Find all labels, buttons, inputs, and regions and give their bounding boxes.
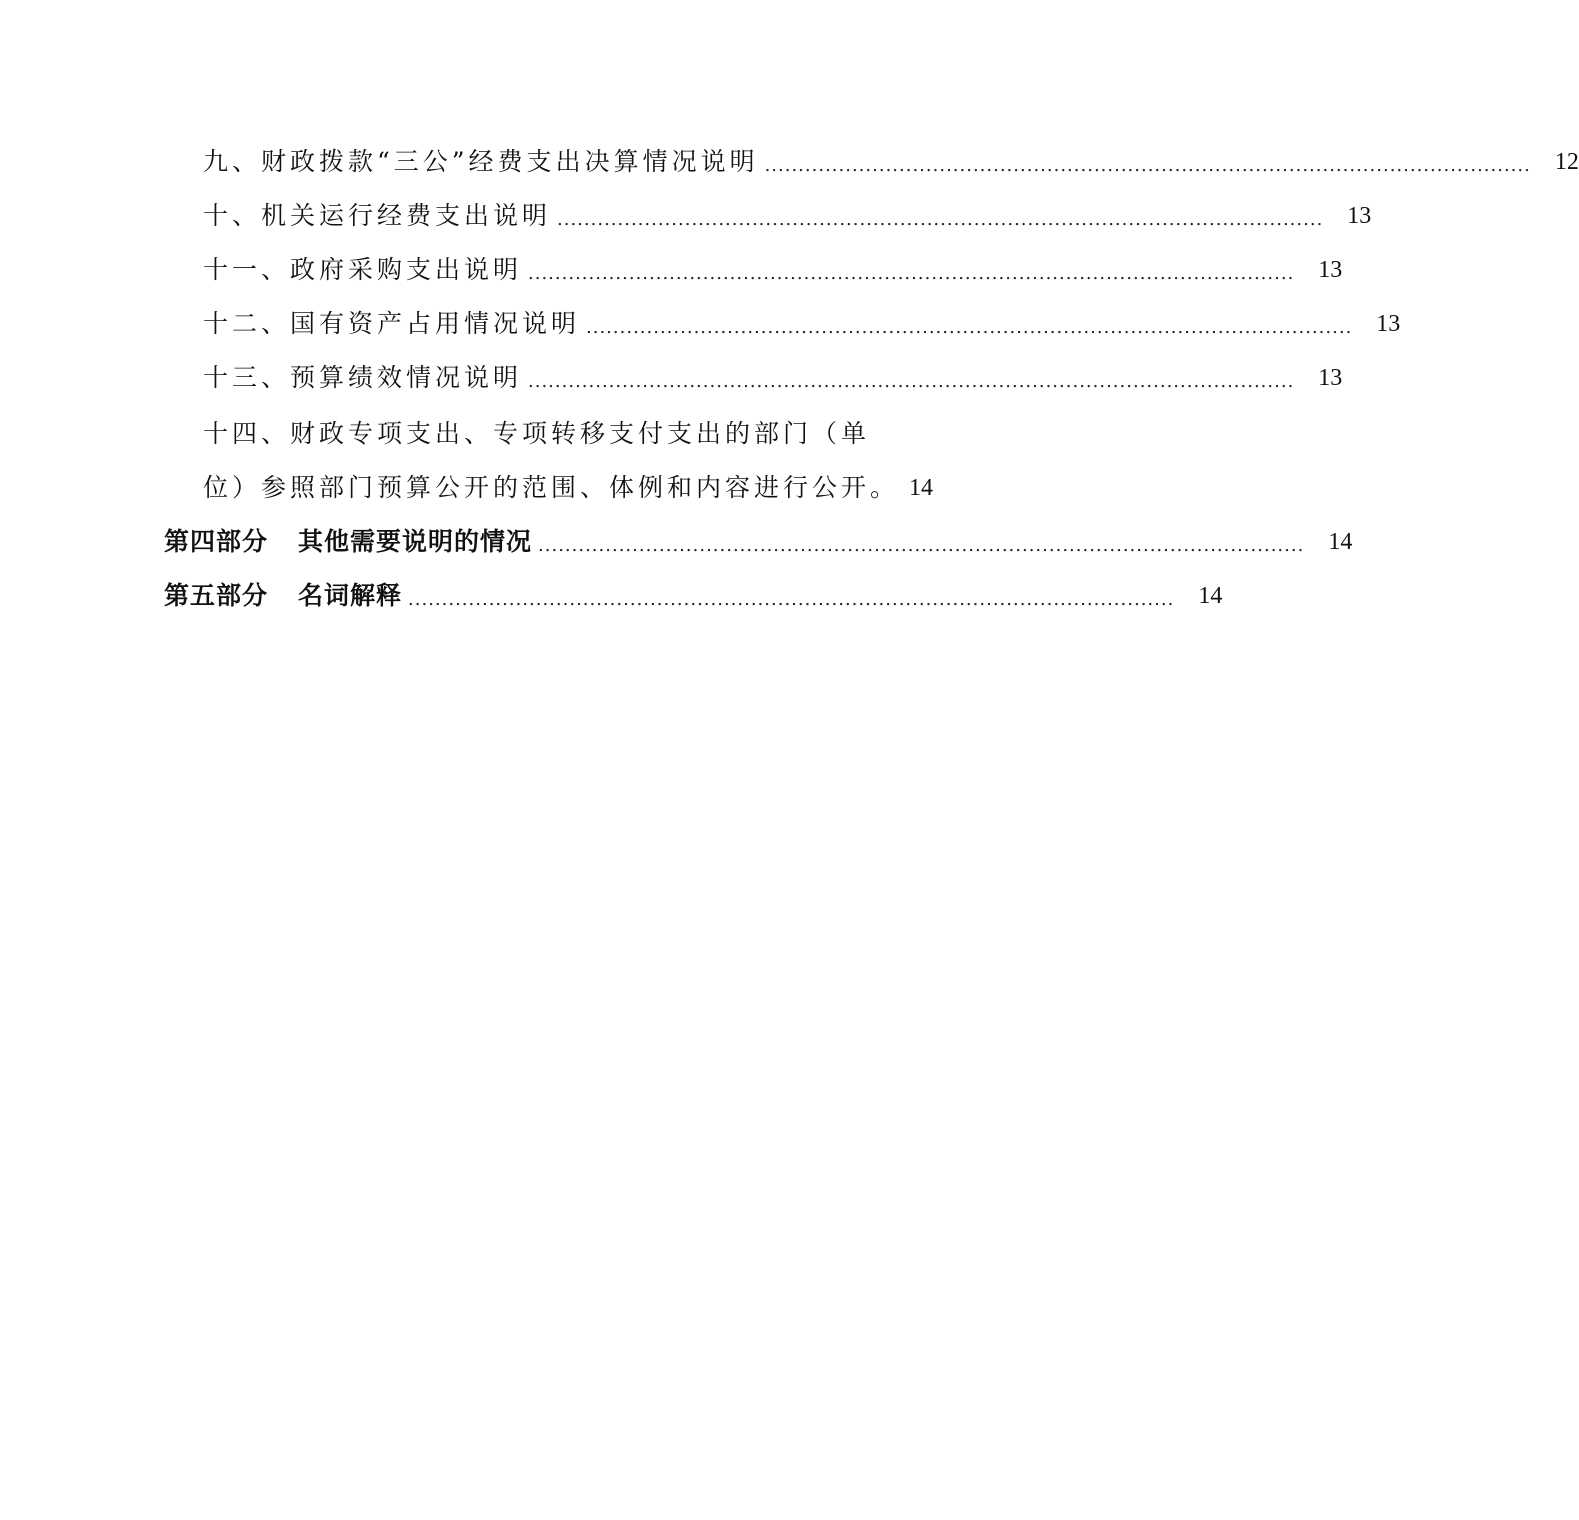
toc-entry-label: 十三、预算绩效情况说明 (203, 363, 523, 392)
toc-part-number: 第四部分 (164, 527, 269, 556)
toc-entry-9[interactable] (203, 146, 1579, 178)
toc-page-number: 14 (1328, 529, 1353, 555)
toc-entry-14-line1[interactable]: 十四、财政专项支出、专项转移支付支出的部门（单 (203, 419, 871, 448)
toc-leader-dots: .................................................................................................................. (528, 371, 1295, 392)
toc-entry-11[interactable] (203, 254, 1343, 286)
toc-page-number: 13 (1318, 365, 1343, 391)
toc-page-number: 12 (1554, 149, 1579, 175)
toc-part-number: 第五部分 (164, 581, 269, 610)
toc-entry-10[interactable] (203, 200, 1372, 232)
toc-page-number: 14 (1198, 583, 1223, 609)
toc-leader-dots: .................................................................................................................. (557, 209, 1324, 230)
toc-entry-12[interactable] (203, 308, 1401, 340)
toc-part-label (164, 526, 532, 558)
toc-entry-label: 十二、国有资产占用情况说明 (203, 309, 581, 338)
toc-part-title: 其他需要说明的情况 (298, 527, 533, 556)
toc-leader-dots: .................................................................................................................. (586, 317, 1353, 338)
toc-part-5[interactable] (164, 580, 1223, 612)
toc-leader-dots: .................................................................................................................. (408, 589, 1175, 610)
toc-leader-dots: .................................................................................................................. (528, 263, 1295, 284)
toc-entry-label: 九、财政拨款“三公”经费支出决算情况说明 (203, 147, 759, 176)
toc-page-number: 13 (1318, 257, 1343, 283)
toc-entry-label: 十一、政府采购支出说明 (203, 255, 523, 284)
toc-part-title: 名词解释 (298, 581, 403, 610)
toc-entry-13[interactable] (203, 362, 1343, 394)
toc-part-4[interactable] (164, 526, 1353, 558)
toc-page-number: 14 (909, 475, 934, 501)
toc-entry-14[interactable] (203, 472, 934, 504)
toc-entry-14-line2: 位）参照部门预算公开的范围、体例和内容进行公开。 (203, 473, 900, 502)
toc-leader-dots: .................................................................................................................. (538, 535, 1305, 556)
toc-leader-dots: .................................................................................................................. (764, 155, 1531, 176)
toc-page-number: 13 (1376, 311, 1401, 337)
toc-part-label (164, 580, 402, 612)
toc-page-number: 13 (1347, 203, 1372, 229)
toc-entry-label: 十、机关运行经费支出说明 (203, 201, 552, 230)
